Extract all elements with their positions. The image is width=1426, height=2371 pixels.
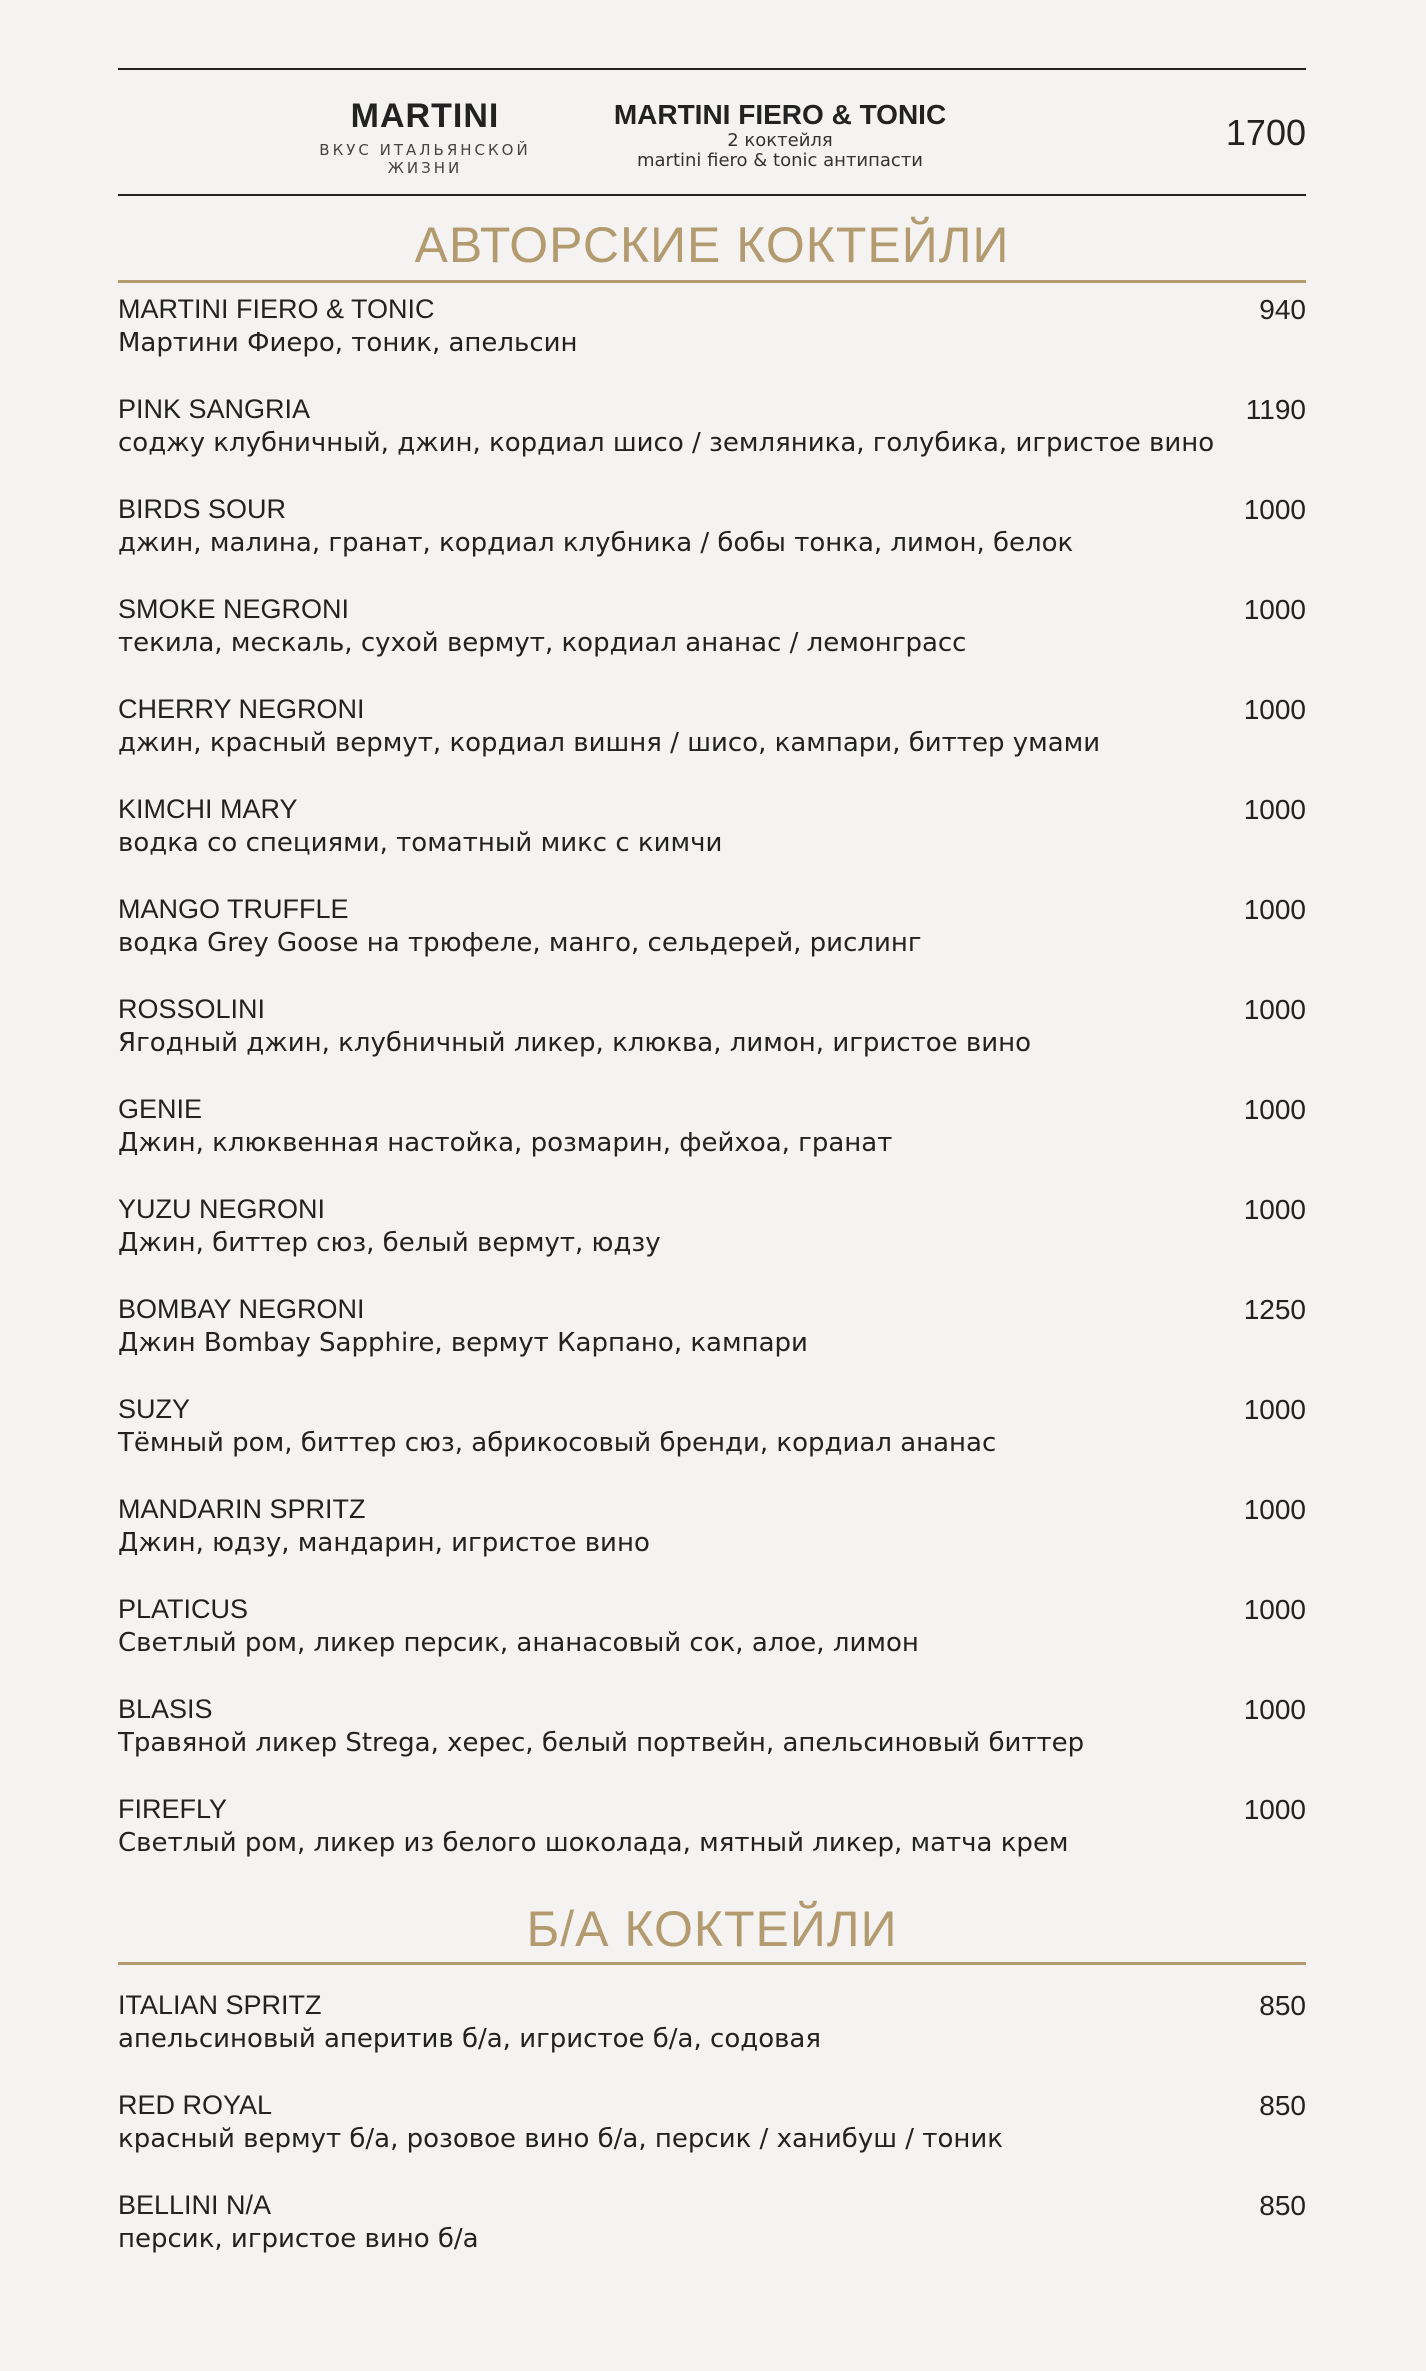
promo-title: MARTINI FIERO & TONIC — [613, 99, 947, 130]
menu-item — [118, 2090, 1306, 2180]
item-price: 1190 — [1245, 394, 1306, 425]
menu-item — [118, 1094, 1306, 1184]
item-price: 1000 — [1243, 894, 1306, 925]
menu-item — [118, 294, 1306, 384]
item-price: 850 — [1259, 2090, 1306, 2121]
item-price: 1000 — [1243, 1094, 1306, 1125]
menu-item — [118, 1694, 1306, 1784]
item-name: ROSSOLINI — [118, 994, 266, 1024]
item-description: Мартини Фиеро, тоник, апельсин — [118, 328, 578, 358]
item-description: Ягодный джин, клубничный ликер, клюква, лимон, игристое вино — [118, 1028, 1032, 1058]
item-description: Тёмный ром, биттер сюз, абрикосовый бренди, кордиал ананас — [118, 1428, 997, 1458]
section-underline-signature — [118, 280, 1306, 283]
item-name: PINK SANGRIA — [118, 394, 311, 424]
item-name: MANGO TRUFFLE — [118, 894, 349, 924]
item-description: Светлый ром, ликер персик, ананасовый сок, алое, лимон — [118, 1628, 919, 1658]
item-description: персик, игристое вино б/а — [118, 2224, 479, 2254]
item-description: Джин, биттер сюз, белый вермут, юдзу — [118, 1228, 661, 1258]
item-name: PLATICUS — [118, 1594, 249, 1624]
item-name: BIRDS SOUR — [118, 494, 287, 524]
brand-tagline: ВКУС ИТАЛЬЯНСКОЙ ЖИЗНИ — [319, 141, 531, 178]
item-description: соджу клубничный, джин, кордиал шисо / земляника, голубика, игристое вино — [118, 428, 1215, 458]
item-description: Джин, клюквенная настойка, розмарин, фейхоа, гранат — [118, 1128, 893, 1158]
menu-item — [118, 694, 1306, 784]
item-description: джин, малина, гранат, кордиал клубника / бобы тонка, лимон, белок — [118, 528, 1074, 558]
item-description: Светлый ром, ликер из белого шоколада, мятный ликер, матча крем — [118, 1828, 1069, 1858]
section-title-signature: АВТОРСКИЕ КОКТЕЙЛИ — [414, 217, 1010, 273]
menu-item — [118, 1194, 1306, 1284]
item-name: SMOKE NEGRONI — [118, 594, 350, 624]
menu-item — [118, 2190, 1306, 2280]
item-price: 1000 — [1243, 1594, 1306, 1625]
item-name: ITALIAN SPRITZ — [118, 1990, 322, 2020]
promo-brand — [290, 98, 560, 177]
promo-subtitle-1: 2 коктейля — [727, 129, 833, 151]
promo-offer — [575, 100, 985, 172]
item-description: джин, красный вермут, кордиал вишня / шисо, кампари, биттер умами — [118, 728, 1101, 758]
item-price: 1000 — [1243, 594, 1306, 625]
menu-item — [118, 1394, 1306, 1484]
item-price: 1000 — [1243, 1794, 1306, 1825]
menu-item — [118, 894, 1306, 984]
item-name: MANDARIN SPRITZ — [118, 1494, 366, 1524]
section-title-non-alcoholic: Б/А КОКТЕЙЛИ — [526, 1901, 898, 1957]
item-description: красный вермут б/а, розовое вино б/а, персик / ханибуш / тоник — [118, 2124, 1003, 2154]
section-underline-non-alcoholic — [118, 1962, 1306, 1965]
brand-name: MARTINI — [350, 97, 500, 135]
item-price: 1000 — [1243, 1394, 1306, 1425]
item-price: 1000 — [1243, 794, 1306, 825]
item-description: Джин Bombay Sapphire, вермут Карпано, кампари — [118, 1328, 808, 1358]
item-description: водка со специями, томатный микс с кимчи — [118, 828, 723, 858]
item-price: 1000 — [1243, 1494, 1306, 1525]
menu-item — [118, 494, 1306, 584]
item-name: CHERRY NEGRONI — [118, 694, 365, 724]
item-name: RED ROYAL — [118, 2090, 273, 2120]
item-price: 850 — [1259, 1990, 1306, 2021]
item-price: 1000 — [1243, 1194, 1306, 1225]
item-name: SUZY — [118, 1394, 191, 1424]
item-price: 1000 — [1243, 494, 1306, 525]
item-price: 940 — [1259, 294, 1306, 325]
promo-subtitle-2: martini fiero & tonic антипасти — [636, 150, 924, 172]
item-description: Джин, юдзу, мандарин, игристое вино — [118, 1528, 650, 1558]
promo-bottom-divider — [118, 194, 1306, 196]
menu-item — [118, 1990, 1306, 2080]
item-description: текила, мескаль, сухой вермут, кордиал ананас / лемонграсс — [118, 628, 967, 658]
menu-item — [118, 1794, 1306, 1884]
top-divider — [118, 68, 1306, 70]
item-name: BELLINI N/A — [118, 2190, 272, 2220]
item-name: GENIE — [118, 1094, 203, 1124]
item-price: 850 — [1259, 2190, 1306, 2221]
menu-item — [118, 1294, 1306, 1384]
item-price: 1250 — [1243, 1294, 1306, 1325]
item-name: MARTINI FIERO & TONIC — [118, 294, 435, 324]
menu-item — [118, 1494, 1306, 1584]
menu-item — [118, 594, 1306, 684]
item-name: YUZU NEGRONI — [118, 1194, 326, 1224]
item-description: Травяной ликер Strega, херес, белый портвейн, апельсиновый биттер — [118, 1728, 1085, 1758]
item-name: BOMBAY NEGRONI — [118, 1294, 365, 1324]
item-name: FIREFLY — [118, 1794, 228, 1824]
menu-item — [118, 994, 1306, 1084]
item-description: апельсиновый аперитив б/а, игристое б/а, содовая — [118, 2024, 822, 2054]
item-name: BLASIS — [118, 1694, 213, 1724]
item-name: KIMCHI MARY — [118, 794, 298, 824]
promo-price: 1700 — [1225, 112, 1306, 153]
menu-item — [118, 794, 1306, 884]
menu-item — [118, 1594, 1306, 1684]
item-description: водка Grey Goose на трюфеле, манго, сельдерей, рислинг — [118, 928, 922, 958]
menu-item — [118, 394, 1306, 484]
item-price: 1000 — [1243, 1694, 1306, 1725]
item-price: 1000 — [1243, 694, 1306, 725]
item-price: 1000 — [1243, 994, 1306, 1025]
